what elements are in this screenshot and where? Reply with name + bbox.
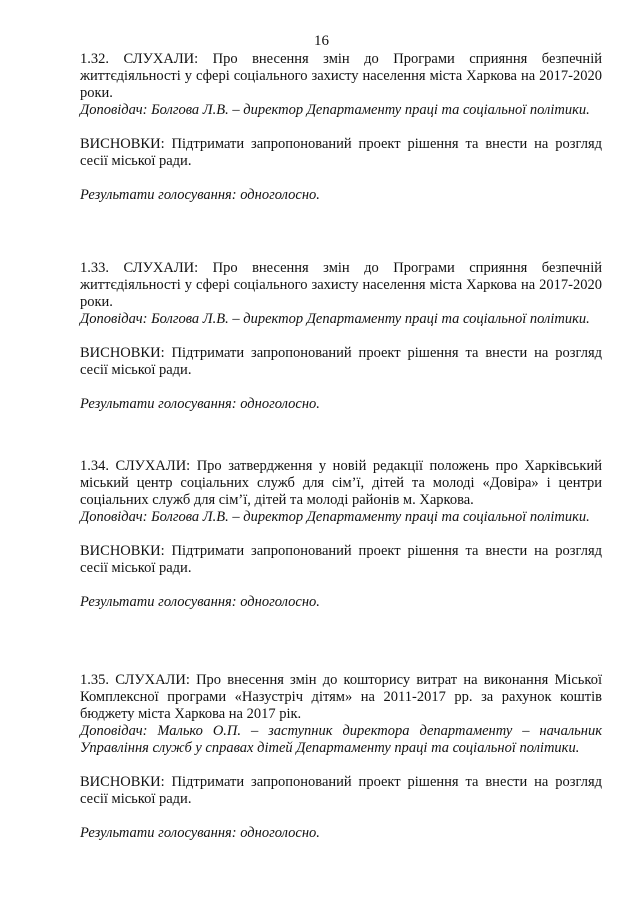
conclusion-text: ВИСНОВКИ: Підтримати запропонований проект рішення та внести на розгляд сесії міської ради. [80, 543, 602, 576]
agenda-item-1-32 [80, 51, 602, 204]
vote-result-text: Результати голосування: одноголосно. [80, 396, 320, 412]
agenda-item-1-35 [80, 672, 602, 842]
heard-text: 1.35. СЛУХАЛИ: Про внесення змін до кошторису витрат на виконання Міської Комплексної програми «Назустріч дітям» на 2011-2017 рр. за рахунок коштів бюджету міста Харкова на 2017 рік. [80, 672, 602, 722]
heard-text: 1.33. СЛУХАЛИ: Про внесення змін до Програми сприяння безпечній життєдіяльності у сфері соціального захисту населення міста Харкова на 2017-2020 роки. [80, 260, 602, 310]
vote-result-text: Результати голосування: одноголосно. [80, 825, 320, 841]
speaker-text: Доповідач: Болгова Л.В. – директор Департаменту праці та соціальної політики. [80, 509, 590, 525]
conclusion-text: ВИСНОВКИ: Підтримати запропонований проект рішення та внести на розгляд сесії міської ради. [80, 345, 602, 378]
page-number: 16 [314, 33, 329, 49]
speaker-text: Доповідач: Болгова Л.В. – директор Департаменту праці та соціальної політики. [80, 102, 590, 118]
conclusion-text: ВИСНОВКИ: Підтримати запропонований проект рішення та внести на розгляд сесії міської ради. [80, 774, 602, 807]
agenda-item-1-34 [80, 458, 602, 611]
agenda-item-1-33 [80, 260, 602, 413]
heard-text: 1.34. СЛУХАЛИ: Про затвердження у новій редакції положень про Харківський міський центр соціальних служб для сім’ї, дітей та молоді «Довіра» і центри соціальних служб для сім’ї, дітей та молоді районів м. Харкова. [80, 458, 602, 508]
vote-result-text: Результати голосування: одноголосно. [80, 594, 320, 610]
conclusion-text: ВИСНОВКИ: Підтримати запропонований проект рішення та внести на розгляд сесії міської ради. [80, 136, 602, 169]
speaker-text: Доповідач: Болгова Л.В. – директор Департаменту праці та соціальної політики. [80, 311, 590, 327]
heard-text: 1.32. СЛУХАЛИ: Про внесення змін до Програми сприяння безпечній життєдіяльності у сфері соціального захисту населення міста Харкова на 2017-2020 роки. [80, 51, 602, 101]
speaker-text: Доповідач: Малько О.П. – заступник директора департаменту – начальник Управління служб у справах дітей Департаменту праці та соціальної політики. [80, 723, 602, 756]
vote-result-text: Результати голосування: одноголосно. [80, 187, 320, 203]
